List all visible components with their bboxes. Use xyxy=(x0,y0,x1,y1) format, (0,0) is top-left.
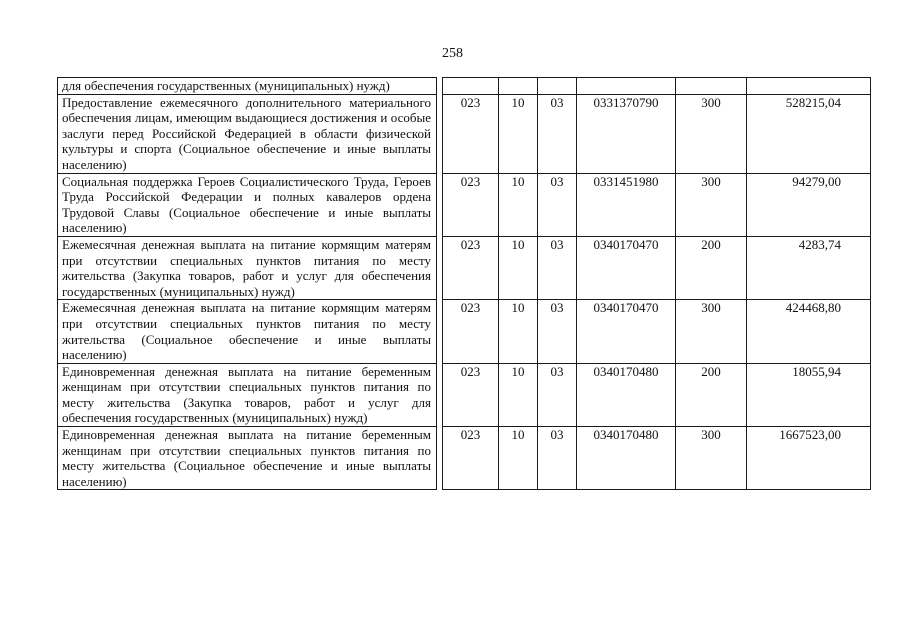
row-description: Единовременная денежная выплата на питание беременным женщинам при отсутствии специальных пунктов питания по месту жительства (Социальное обеспечение и иные выплаты населению) xyxy=(58,427,437,490)
row-subsection-code: 03 xyxy=(538,363,577,426)
table-row xyxy=(58,94,871,173)
row-subsection-code: 03 xyxy=(538,427,577,490)
row-expense-type-code: 300 xyxy=(676,427,747,490)
row-target-code: 0331451980 xyxy=(577,173,676,236)
row-amount: 1667523,00 xyxy=(747,427,871,490)
row-subsection-code: 03 xyxy=(538,236,577,299)
row-section-code: 10 xyxy=(499,427,538,490)
row-section-code: 10 xyxy=(499,94,538,173)
row-description: Ежемесячная денежная выплата на питание кормящим матерям при отсутствии специальных пунктов питания по месту жительства (Закупка товаров, работ и услуг для обеспечения государственных (муниципальных) нужд) xyxy=(58,236,437,299)
row-subsection-code: 03 xyxy=(538,173,577,236)
row-description: Единовременная денежная выплата на питание беременным женщинам при отсутствии специальных пунктов питания по месту жительства (Закупка товаров, работ и услуг для обеспечения государственных (муниципальных) нужд) xyxy=(58,363,437,426)
table-row xyxy=(58,300,871,363)
row-amount: 18055,94 xyxy=(747,363,871,426)
budget-table-body xyxy=(58,78,871,490)
row-target-code: 0340170470 xyxy=(577,236,676,299)
row-target-code: 0331370790 xyxy=(577,94,676,173)
row-subsection-code: 03 xyxy=(538,300,577,363)
row-description: Предоставление ежемесячного дополнительного материального обеспечения лицам, имеющим выдающиеся достижения и особые заслуги перед Российской Федерацией в области физической культуры и спорта (Социальное обеспечение и иные выплаты населению) xyxy=(58,94,437,173)
row-target-code: 0340170470 xyxy=(577,300,676,363)
table-row xyxy=(58,427,871,490)
row-expense-type-code: 300 xyxy=(676,94,747,173)
row-description: Ежемесячная денежная выплата на питание кормящим матерям при отсутствии специальных пунктов питания по месту жительства (Социальное обеспечение и иные выплаты населению) xyxy=(58,300,437,363)
row-description: для обеспечения государственных (муниципальных) нужд) xyxy=(58,78,437,95)
row-ministry-code: 023 xyxy=(443,173,499,236)
row-ministry-code: 023 xyxy=(443,427,499,490)
row-section-code: 10 xyxy=(499,363,538,426)
table-row xyxy=(58,236,871,299)
table-row xyxy=(58,78,871,95)
row-target-code: 0340170480 xyxy=(577,427,676,490)
row-amount: 94279,00 xyxy=(747,173,871,236)
row-amount xyxy=(747,78,871,95)
row-ministry-code: 023 xyxy=(443,363,499,426)
row-amount: 4283,74 xyxy=(747,236,871,299)
row-ministry-code: 023 xyxy=(443,236,499,299)
row-subsection-code: 03 xyxy=(538,94,577,173)
row-expense-type-code: 300 xyxy=(676,173,747,236)
table-row xyxy=(58,173,871,236)
page-number: 258 xyxy=(442,46,463,61)
row-target-code: 0340170480 xyxy=(577,363,676,426)
row-section-code xyxy=(499,78,538,95)
budget-table xyxy=(57,77,871,490)
row-subsection-code xyxy=(538,78,577,95)
row-ministry-code xyxy=(443,78,499,95)
row-expense-type-code xyxy=(676,78,747,95)
row-description: Социальная поддержка Героев Социалистического Труда, Героев Труда Российской Федерации и полных кавалеров ордена Трудовой Славы (Социальное обеспечение и иные выплаты населению) xyxy=(58,173,437,236)
row-section-code: 10 xyxy=(499,173,538,236)
row-ministry-code: 023 xyxy=(443,300,499,363)
row-amount: 424468,80 xyxy=(747,300,871,363)
row-expense-type-code: 200 xyxy=(676,236,747,299)
row-amount: 528215,04 xyxy=(747,94,871,173)
row-target-code xyxy=(577,78,676,95)
table-row xyxy=(58,363,871,426)
row-section-code: 10 xyxy=(499,300,538,363)
row-expense-type-code: 200 xyxy=(676,363,747,426)
row-ministry-code: 023 xyxy=(443,94,499,173)
row-expense-type-code: 300 xyxy=(676,300,747,363)
row-section-code: 10 xyxy=(499,236,538,299)
